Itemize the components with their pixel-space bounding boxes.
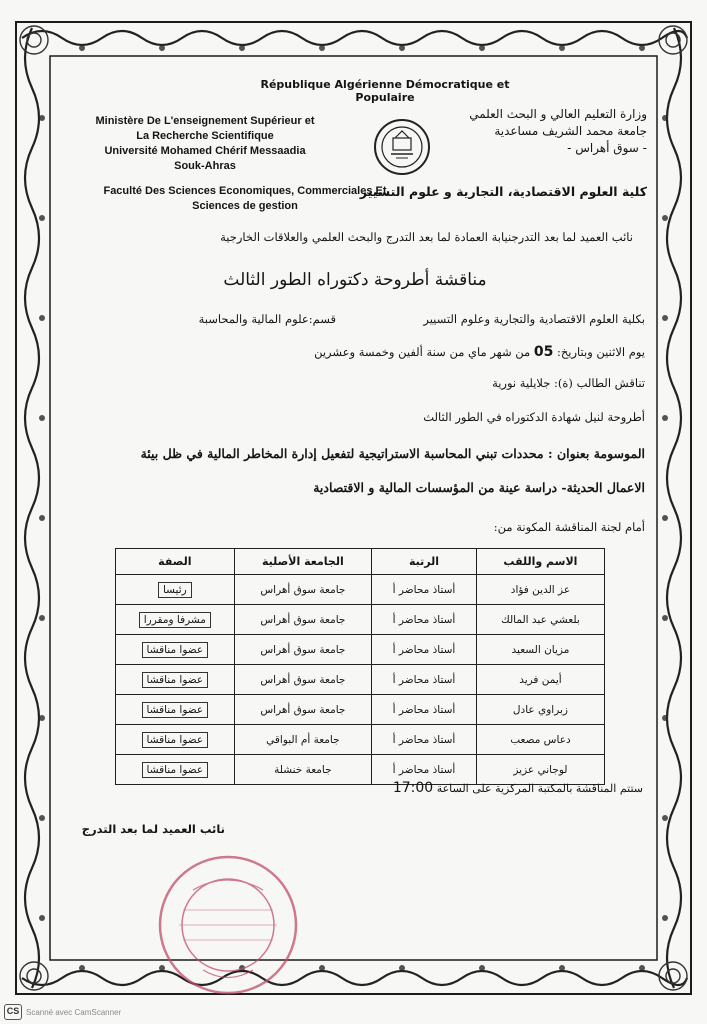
faculty-department-line — [60, 312, 645, 326]
republic-header: République Algérienne Démocratique et Populaire — [260, 78, 510, 104]
fr-ministry-line-4: Souk-Ahras — [174, 160, 236, 172]
jury-role: رئيسا — [116, 575, 235, 605]
fr-ministry-line-1: Ministère De L'enseignement Supérieur et — [95, 115, 315, 127]
date-day: 05 — [533, 344, 554, 360]
table-row — [116, 575, 605, 605]
fr-ministry-line-2: La Recherche Scientifique — [136, 130, 274, 142]
jury-university: جامعة خنشلة — [234, 755, 371, 785]
jury-rank: أستاذ محاضر أ — [372, 605, 477, 635]
camscanner-icon: CS — [4, 1004, 22, 1020]
jury-role: عضوا مناقشا — [116, 665, 235, 695]
jury-rank: أستاذ محاضر أ — [372, 665, 477, 695]
jury-name: مزيان السعيد — [476, 635, 604, 665]
jury-university: جامعة أم البواقي — [234, 725, 371, 755]
ar-ministry-line-3: - سوق أهراس - — [567, 141, 647, 155]
table-row — [116, 725, 605, 755]
jury-role: عضوا مناقشا — [116, 755, 235, 785]
table-row — [116, 695, 605, 725]
ar-ministry-line-2: جامعة محمد الشريف مساعدية — [494, 124, 647, 138]
table-row — [116, 635, 605, 665]
fr-faculty-line-1: Faculté Des Sciences Economiques, Commerciales Et — [103, 185, 387, 197]
thesis-title-line-2: الاعمال الحديثة- دراسة عينة من المؤسسات المالية و الاقتصادية — [313, 480, 645, 495]
vice-dean-office: نائب العميد لما بعد التدرجنيابة العمادة لما بعد التدرج والبحث العلمي والعلاقات الخارجية — [220, 230, 633, 244]
faculty-line: بكلية العلوم الاقتصادية والتجارية وعلوم التسيير — [423, 312, 645, 326]
jury-rank: أستاذ محاضر أ — [372, 755, 477, 785]
date-prefix: يوم الاثنين وبتاريخ: — [556, 345, 645, 359]
jury-table — [115, 548, 605, 785]
ar-ministry-line-1: وزارة التعليم العالي و البحث العلمي — [469, 107, 647, 121]
jury-header-rank: الرتبة — [372, 549, 477, 575]
fr-faculty-line-2: Sciences de gestion — [192, 200, 298, 212]
venue-time: 17:00 — [392, 780, 434, 796]
jury-header-university: الجامعة الأصلية — [234, 549, 371, 575]
jury-name: زبراوي عادل — [476, 695, 604, 725]
jury-university: جامعة سوق أهراس — [234, 665, 371, 695]
fr-ministry-line-3: Université Mohamed Chérif Messaadia — [104, 145, 306, 157]
jury-role: عضوا مناقشا — [116, 635, 235, 665]
table-row — [116, 665, 605, 695]
university-logo — [373, 118, 431, 176]
french-ministry-header — [85, 114, 325, 174]
jury-table-header-row — [116, 549, 605, 575]
jury-role: عضوا مناقشا — [116, 725, 235, 755]
jury-rank: أستاذ محاضر أ — [372, 575, 477, 605]
table-row — [116, 605, 605, 635]
jury-name: بلعشي عبد المالك — [476, 605, 604, 635]
jury-university: جامعة سوق أهراس — [234, 605, 371, 635]
venue-text: ستتم المناقشة بالمكتبة المركزية على الساعة — [436, 782, 643, 795]
scanner-label: Scanné avec CamScanner — [26, 1007, 122, 1017]
jury-rank: أستاذ محاضر أ — [372, 695, 477, 725]
document-sheet — [55, 62, 655, 952]
jury-role: مشرفا ومقررا — [116, 605, 235, 635]
jury-name: لوجاني عزيز — [476, 755, 604, 785]
arabic-ministry-header — [427, 106, 647, 157]
jury-university: جامعة سوق أهراس — [234, 635, 371, 665]
jury-rank: أستاذ محاضر أ — [372, 635, 477, 665]
jury-header-name: الاسم واللقب — [476, 549, 604, 575]
jury-intro: أمام لجنة المناقشة المكونة من: — [493, 520, 645, 534]
student-line: تناقش الطالب (ة): جلايلية نورية — [492, 376, 645, 390]
scanner-footer — [4, 1004, 121, 1020]
department-line: قسم:علوم المالية والمحاسبة — [198, 312, 337, 326]
date-suffix: من شهر ماي من سنة ألفين وخمسة وعشرين — [314, 345, 531, 359]
jury-name: عز الدين فؤاد — [476, 575, 604, 605]
jury-university: جامعة سوق أهراس — [234, 695, 371, 725]
jury-role: عضوا مناقشا — [116, 695, 235, 725]
venue-line — [83, 780, 643, 796]
jury-header-role: الصفة — [116, 549, 235, 575]
jury-name: أيمن فريد — [476, 665, 604, 695]
thesis-title-line-1: الموسومة بعنوان : محددات تبني المحاسبة الاستراتيجية لتفعيل إدارة المخاطر المالية في ظل بيئة — [140, 446, 645, 461]
jury-university: جامعة سوق أهراس — [234, 575, 371, 605]
official-stamp — [153, 850, 303, 1000]
thesis-type-line: أطروحة لنيل شهادة الدكتوراه في الطور الثالث — [423, 410, 645, 424]
jury-rank: أستاذ محاضر أ — [372, 725, 477, 755]
arabic-faculty-header: كلية العلوم الاقتصادية، التجارية و علوم التسيير — [359, 184, 647, 199]
jury-name: دعاس مصعب — [476, 725, 604, 755]
date-line — [60, 344, 645, 360]
signature-block: نائب العميد لما بعد التدرج — [81, 822, 225, 836]
announcement-title: مناقشة أطروحة دكتوراه الطور الثالث — [223, 270, 487, 290]
